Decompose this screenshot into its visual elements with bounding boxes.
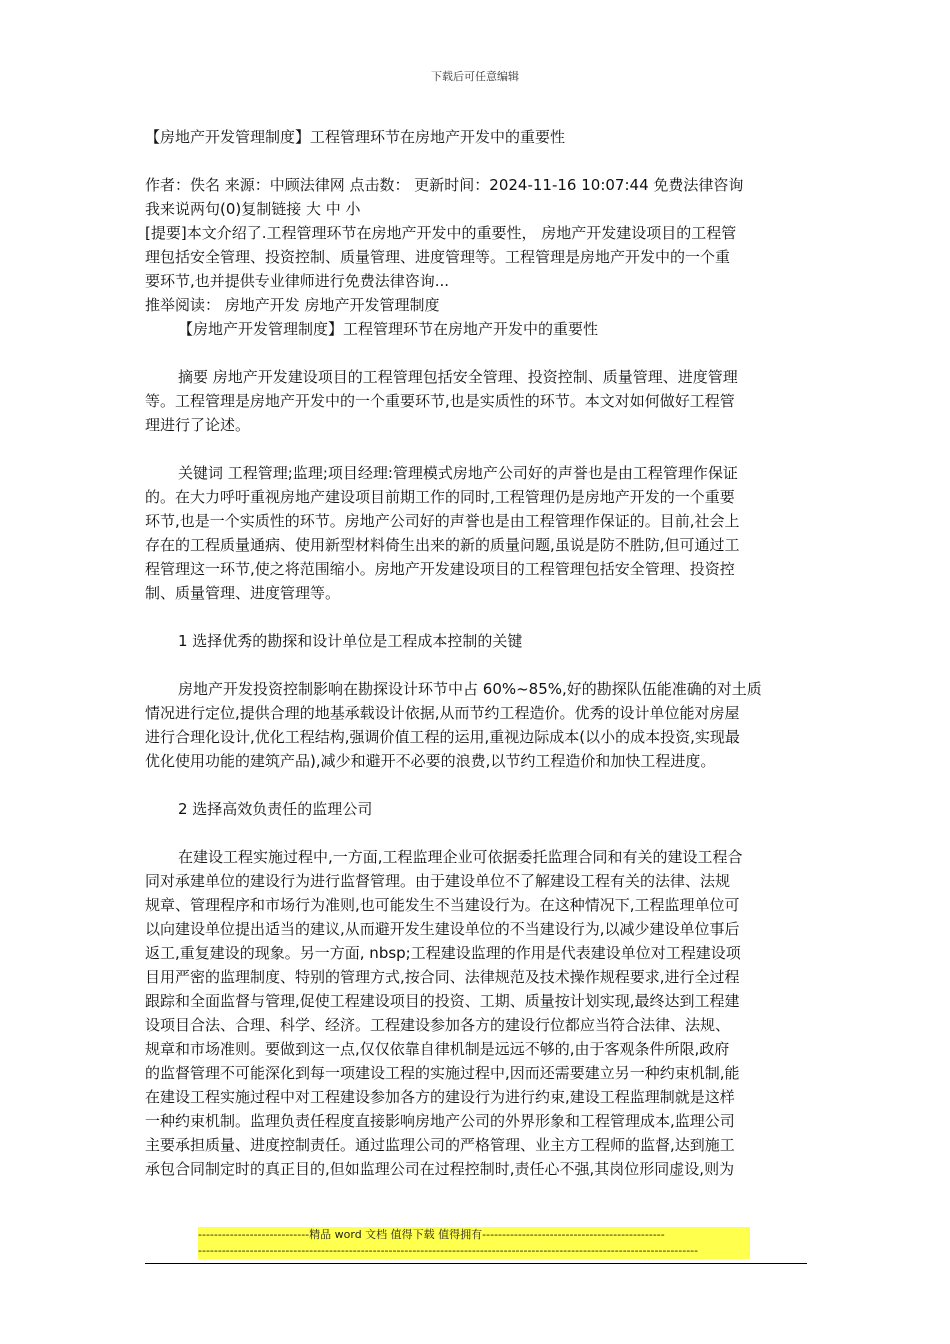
- page-header: 下载后可任意编辑: [431, 70, 519, 83]
- section1-line: 优化使用功能的建筑产品),减少和避开不必要的浪费,以节约工程造价和加快工程进度。: [145, 752, 716, 770]
- summary-line: 要环节,也并提供专业律师进行免费法律咨询...: [145, 272, 450, 290]
- section2-line: 目用严密的监理制度、特别的管理方式,按合同、法律规范及技术操作规程要求,进行全过程: [145, 968, 740, 986]
- keywords-line: 环节,也是一个实质性的环节。房地产公司好的声誉也是由工程管理作保证的。目前,社会上: [145, 512, 740, 530]
- footer-banner: [198, 1227, 750, 1259]
- document-body: [145, 125, 807, 1181]
- section1-line: 房地产开发投资控制影响在勘探设计环节中占 60%~85%,好的勘探队伍能准确的对土质: [178, 680, 762, 698]
- section2-line: 返工,重复建设的现象。另一方面, nbsp;工程建设监理的作用是代表建设单位对工程建设项: [145, 944, 741, 962]
- section2-line: 承包合同制定时的真正目的,但如监理公司在过程控制时,责任心不强,其岗位形同虚设,则为: [145, 1160, 735, 1178]
- abstract-line: 理进行了论述。: [145, 416, 251, 434]
- summary-line: [提要]本文介绍了.工程管理环节在房地产开发中的重要性， 房地产开发建设项目的工程管: [145, 224, 737, 242]
- section1-line: 情况进行定位,提供合理的地基承载设计依据,从而节约工程造价。优秀的设计单位能对房屋: [145, 704, 740, 722]
- section-heading: 1 选择优秀的勘探和设计单位是工程成本控制的关键: [178, 632, 523, 650]
- recommend-line: 推举阅读： 房地产开发 房地产开发管理制度: [145, 296, 440, 314]
- meta-line: 作者：佚名 来源：中顾法律网 点击数： 更新时间：2024-11-16 10:07:44 免费法律咨询: [145, 176, 744, 194]
- section2-line: 一种约束机制。监理负责任程度直接影响房地产公司的外界形象和工程管理成本,监理公司: [145, 1112, 735, 1130]
- section1-line: 进行合理化设计,优化工程结构,强调价值工程的运用,重视边际成本(以小的成本投资,实现最: [145, 728, 740, 746]
- article-title: 【房地产开发管理制度】工程管理环节在房地产开发中的重要性: [178, 320, 599, 338]
- doc-title: 【房地产开发管理制度】工程管理环节在房地产开发中的重要性: [145, 128, 566, 146]
- section2-line: 规章、管理程序和市场行为准则,也可能发生不当建设行为。在这种情况下,工程监理单位可: [145, 896, 740, 914]
- section2-line: 以向建设单位提出适当的建议,从而避开发生建设单位的不当建设行为,以减少建设单位事后: [145, 920, 740, 938]
- section2-line: 设项目合法、合理、科学、经济。工程建设参加各方的建设行位都应当符合法律、法规、: [145, 1016, 731, 1034]
- keywords-line: 制、质量管理、进度管理等。: [145, 584, 341, 602]
- footer-banner-line: ----------------------------精品 word 文档 值得下载 值得拥有----------------------------------------------: [198, 1228, 665, 1241]
- keywords-line: 程管理这一环节,使之将范围缩小。房地产开发建设项目的工程管理包括安全管理、投资控: [145, 560, 735, 578]
- footer-banner-line: ------------------------------------------------------------------------------------------------------------------------------: [198, 1244, 699, 1257]
- summary-line: 理包括安全管理、投资控制、质量管理、进度管理等。工程管理是房地产开发中的一个重: [145, 248, 731, 266]
- section2-line: 同对承建单位的建设行为进行监督管理。由于建设单位不了解建设工程有关的法律、法规: [145, 872, 731, 890]
- meta-actions: 我来说两句(0)复制链接 大 中 小: [145, 200, 361, 218]
- footer-rule: [145, 1263, 807, 1264]
- keywords-line: 关键词 工程管理;监理;项目经理:管理模式房地产公司好的声誉也是由工程管理作保证: [178, 464, 738, 482]
- section2-line: 的监督管理不可能深化到每一项建设工程的实施过程中,因而还需要建立另一种约束机制,能: [145, 1064, 740, 1082]
- section2-line: 在建设工程实施过程中对工程建设参加各方的建设行为进行约束,建设工程监理制就是这样: [145, 1088, 735, 1106]
- section2-line: 规章和市场准则。要做到这一点,仅仅依靠自律机制是远远不够的,由于客观条件所限,政府: [145, 1040, 730, 1058]
- section2-line: 主要承担质量、进度控制责任。通过监理公司的严格管理、业主方工程师的监督,达到施工: [145, 1136, 735, 1154]
- section2-line: 在建设工程实施过程中,一方面,工程监理企业可依据委托监理合同和有关的建设工程合: [178, 848, 743, 866]
- keywords-line: 存在的工程质量通病、使用新型材料倚生出来的新的质量问题,虽说是防不胜防,但可通过工: [145, 536, 740, 554]
- keywords-line: 的。在大力呼吁重视房地产建设项目前期工作的同时,工程管理仍是房地产开发的一个重要: [145, 488, 735, 506]
- section2-line: 跟踪和全面监督与管理,促使工程建设项目的投资、工期、质量按计划实现,最终达到工程建: [145, 992, 740, 1010]
- section-heading: 2 选择高效负责任的监理公司: [178, 800, 373, 818]
- abstract-line: 等。工程管理是房地产开发中的一个重要环节,也是实质性的环节。本文对如何做好工程管: [145, 392, 735, 410]
- abstract-line: 摘要 房地产开发建设项目的工程管理包括安全管理、投资控制、质量管理、进度管理: [178, 368, 738, 386]
